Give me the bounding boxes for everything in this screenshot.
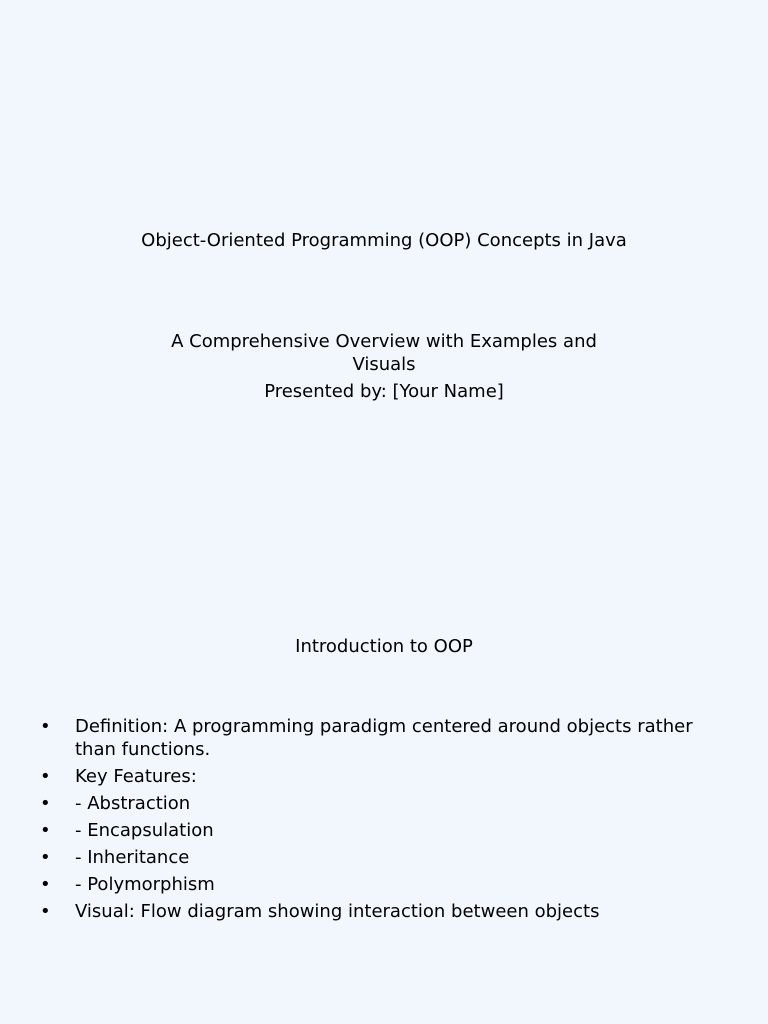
- slide-title: Introduction to OOP: [295, 636, 473, 657]
- bullet-text: Visual: Flow diagram showing interaction between objects: [75, 901, 600, 922]
- bullet-list: [40, 715, 700, 927]
- bullet-icon: •: [40, 793, 51, 814]
- bullet-icon: •: [40, 874, 51, 895]
- list-item: [40, 715, 700, 761]
- list-item: [40, 846, 700, 869]
- bullet-text: - Encapsulation: [75, 820, 214, 841]
- bullet-icon: •: [40, 847, 51, 868]
- list-item: [40, 792, 700, 815]
- bullet-text: - Polymorphism: [75, 874, 215, 895]
- bullet-icon: •: [40, 901, 51, 922]
- bullet-text: - Inheritance: [75, 847, 190, 868]
- presenter-line: Presented by: [Your Name]: [264, 381, 504, 402]
- bullet-icon: •: [40, 716, 51, 737]
- list-item: [40, 873, 700, 896]
- intro-slide: [0, 512, 768, 1024]
- bullet-text: Key Features:: [75, 766, 197, 787]
- slide-title: Object-Oriented Programming (OOP) Concepts in Java: [141, 230, 627, 251]
- list-item: [40, 819, 700, 842]
- subtitle-block: [0, 330, 768, 403]
- list-item: [40, 900, 700, 923]
- bullet-icon: •: [40, 820, 51, 841]
- list-item: [40, 765, 700, 788]
- slide-subtitle: A Comprehensive Overview with Examples and Visuals: [171, 331, 597, 375]
- bullet-text: - Abstraction: [75, 793, 191, 814]
- bullet-text: Definition: A programming paradigm centered around objects rather than functions.: [75, 716, 693, 760]
- bullet-icon: •: [40, 766, 51, 787]
